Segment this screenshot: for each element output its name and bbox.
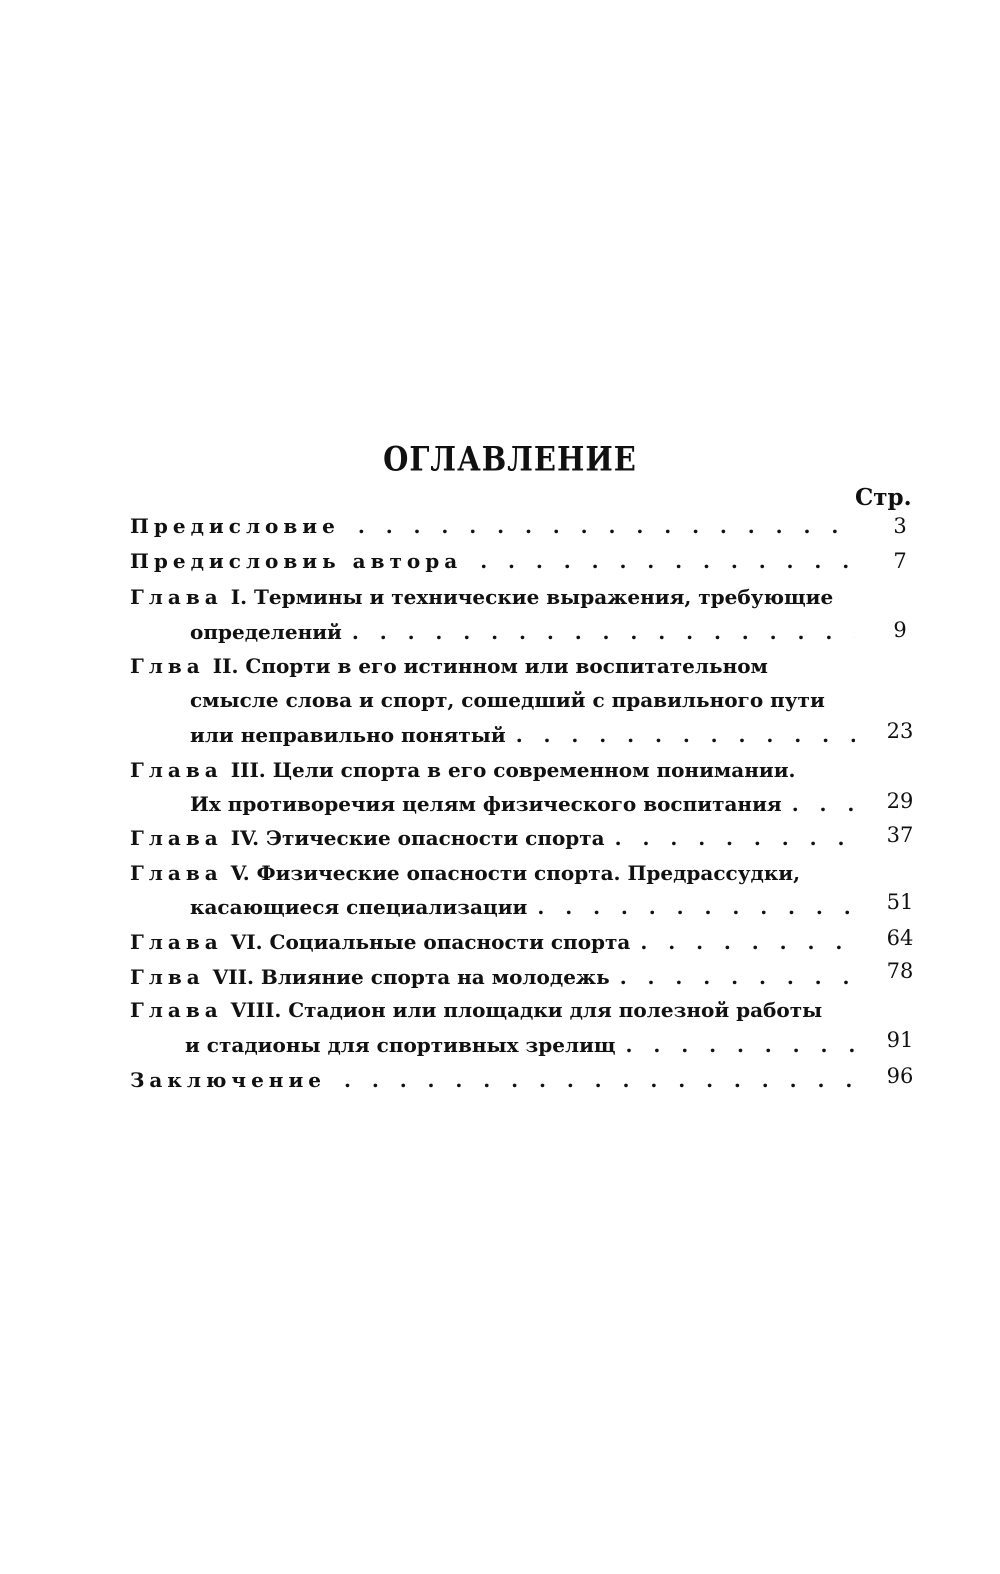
- entry-page-number: 23: [886, 719, 914, 743]
- entry-page-number: 7: [893, 549, 907, 573]
- entry-title: VIII. Стадион или площадки для полезной работы: [230, 998, 823, 1022]
- entry-title: III. Цели спорта в его современном понимании.: [230, 758, 796, 782]
- toc-entry-line: [130, 549, 855, 583]
- leader-dots: [616, 1033, 865, 1057]
- entry-prefix: Глва: [130, 654, 205, 678]
- leader-dots: [610, 965, 855, 989]
- toc-entry-line: [130, 514, 855, 548]
- toc-entry-line: [130, 998, 855, 1032]
- leader-dots: [506, 723, 855, 747]
- toc-entry-line: [130, 585, 855, 619]
- entry-title: VI. Социальные опасности спорта: [230, 930, 631, 954]
- entry-page-number: 78: [886, 959, 914, 983]
- toc-entry-line: [130, 826, 855, 860]
- entry-title-continued: Их противоречия целям физического воспитания: [190, 792, 782, 816]
- entry-title-continued: смысле слова и спорт, сошедший с правильного пути: [190, 688, 825, 712]
- toc-entry-line: [190, 688, 855, 722]
- toc-entry-line: [130, 965, 855, 999]
- toc-entry-line: [130, 758, 855, 792]
- leader-dots: [782, 792, 855, 816]
- entry-page-number: 91: [886, 1028, 914, 1052]
- toc-entry-line: [130, 654, 855, 688]
- toc-title: ОГЛАВЛЕНИЕ: [383, 439, 637, 479]
- entry-page-number: 64: [886, 926, 914, 950]
- leader-dots: [342, 620, 855, 644]
- leader-dots: [605, 826, 855, 850]
- entry-title: V. Физические опасности спорта. Предрассудки,: [230, 861, 801, 885]
- leader-dots: [527, 895, 865, 919]
- entry-page-number: 51: [886, 890, 914, 914]
- leader-dots: [630, 930, 855, 954]
- entry-page-number: 96: [886, 1064, 914, 1088]
- entry-title-continued: или неправильно понятый: [190, 723, 506, 747]
- entry-title: II. Спорти в его истинном или воспитательном: [212, 654, 768, 678]
- entry-page-number: 37: [886, 823, 914, 847]
- toc-entry-line: [130, 1068, 855, 1102]
- entry-title-continued: определений: [190, 620, 342, 644]
- leader-dots: [334, 1068, 855, 1092]
- entry-prefix: Глава: [130, 861, 223, 885]
- entry-prefix: Глава: [130, 998, 223, 1022]
- toc-entry-line: [130, 930, 855, 964]
- entry-title-continued: и стадионы для спортивных зрелищ: [185, 1033, 616, 1057]
- toc-entry-line: [190, 792, 855, 826]
- entry-prefix: Глава: [130, 826, 223, 850]
- entry-page-number: 9: [893, 618, 907, 642]
- toc-entry-line: [190, 895, 865, 929]
- entry-page-number: 29: [886, 789, 914, 813]
- entry-title-continued: касающиеся специализации: [190, 895, 528, 919]
- entry-title: IV. Этические опасности спорта: [230, 826, 605, 850]
- entry-prefix: Глава: [130, 930, 223, 954]
- page-column-label: Стр.: [855, 484, 912, 511]
- leader-dots: [348, 514, 855, 538]
- entry-prefix: Предисловиь автора: [130, 549, 463, 573]
- entry-page-number: 3: [893, 514, 907, 538]
- entry-title: I. Термины и технические выражения, требующие: [230, 585, 834, 609]
- entry-prefix: Глава: [130, 758, 223, 782]
- entry-prefix: Предисловие: [130, 514, 340, 538]
- toc-entry-line: [190, 723, 855, 757]
- entry-title: VII. Влияние спорта на молодежь: [212, 965, 610, 989]
- leader-dots: [470, 549, 855, 573]
- entry-prefix: Глва: [130, 965, 205, 989]
- toc-entry-line: [185, 1033, 865, 1067]
- entry-prefix: Заключение: [130, 1068, 326, 1092]
- toc-entry-line: [190, 620, 855, 654]
- toc-entry-line: [130, 861, 855, 895]
- entry-prefix: Глава: [130, 585, 223, 609]
